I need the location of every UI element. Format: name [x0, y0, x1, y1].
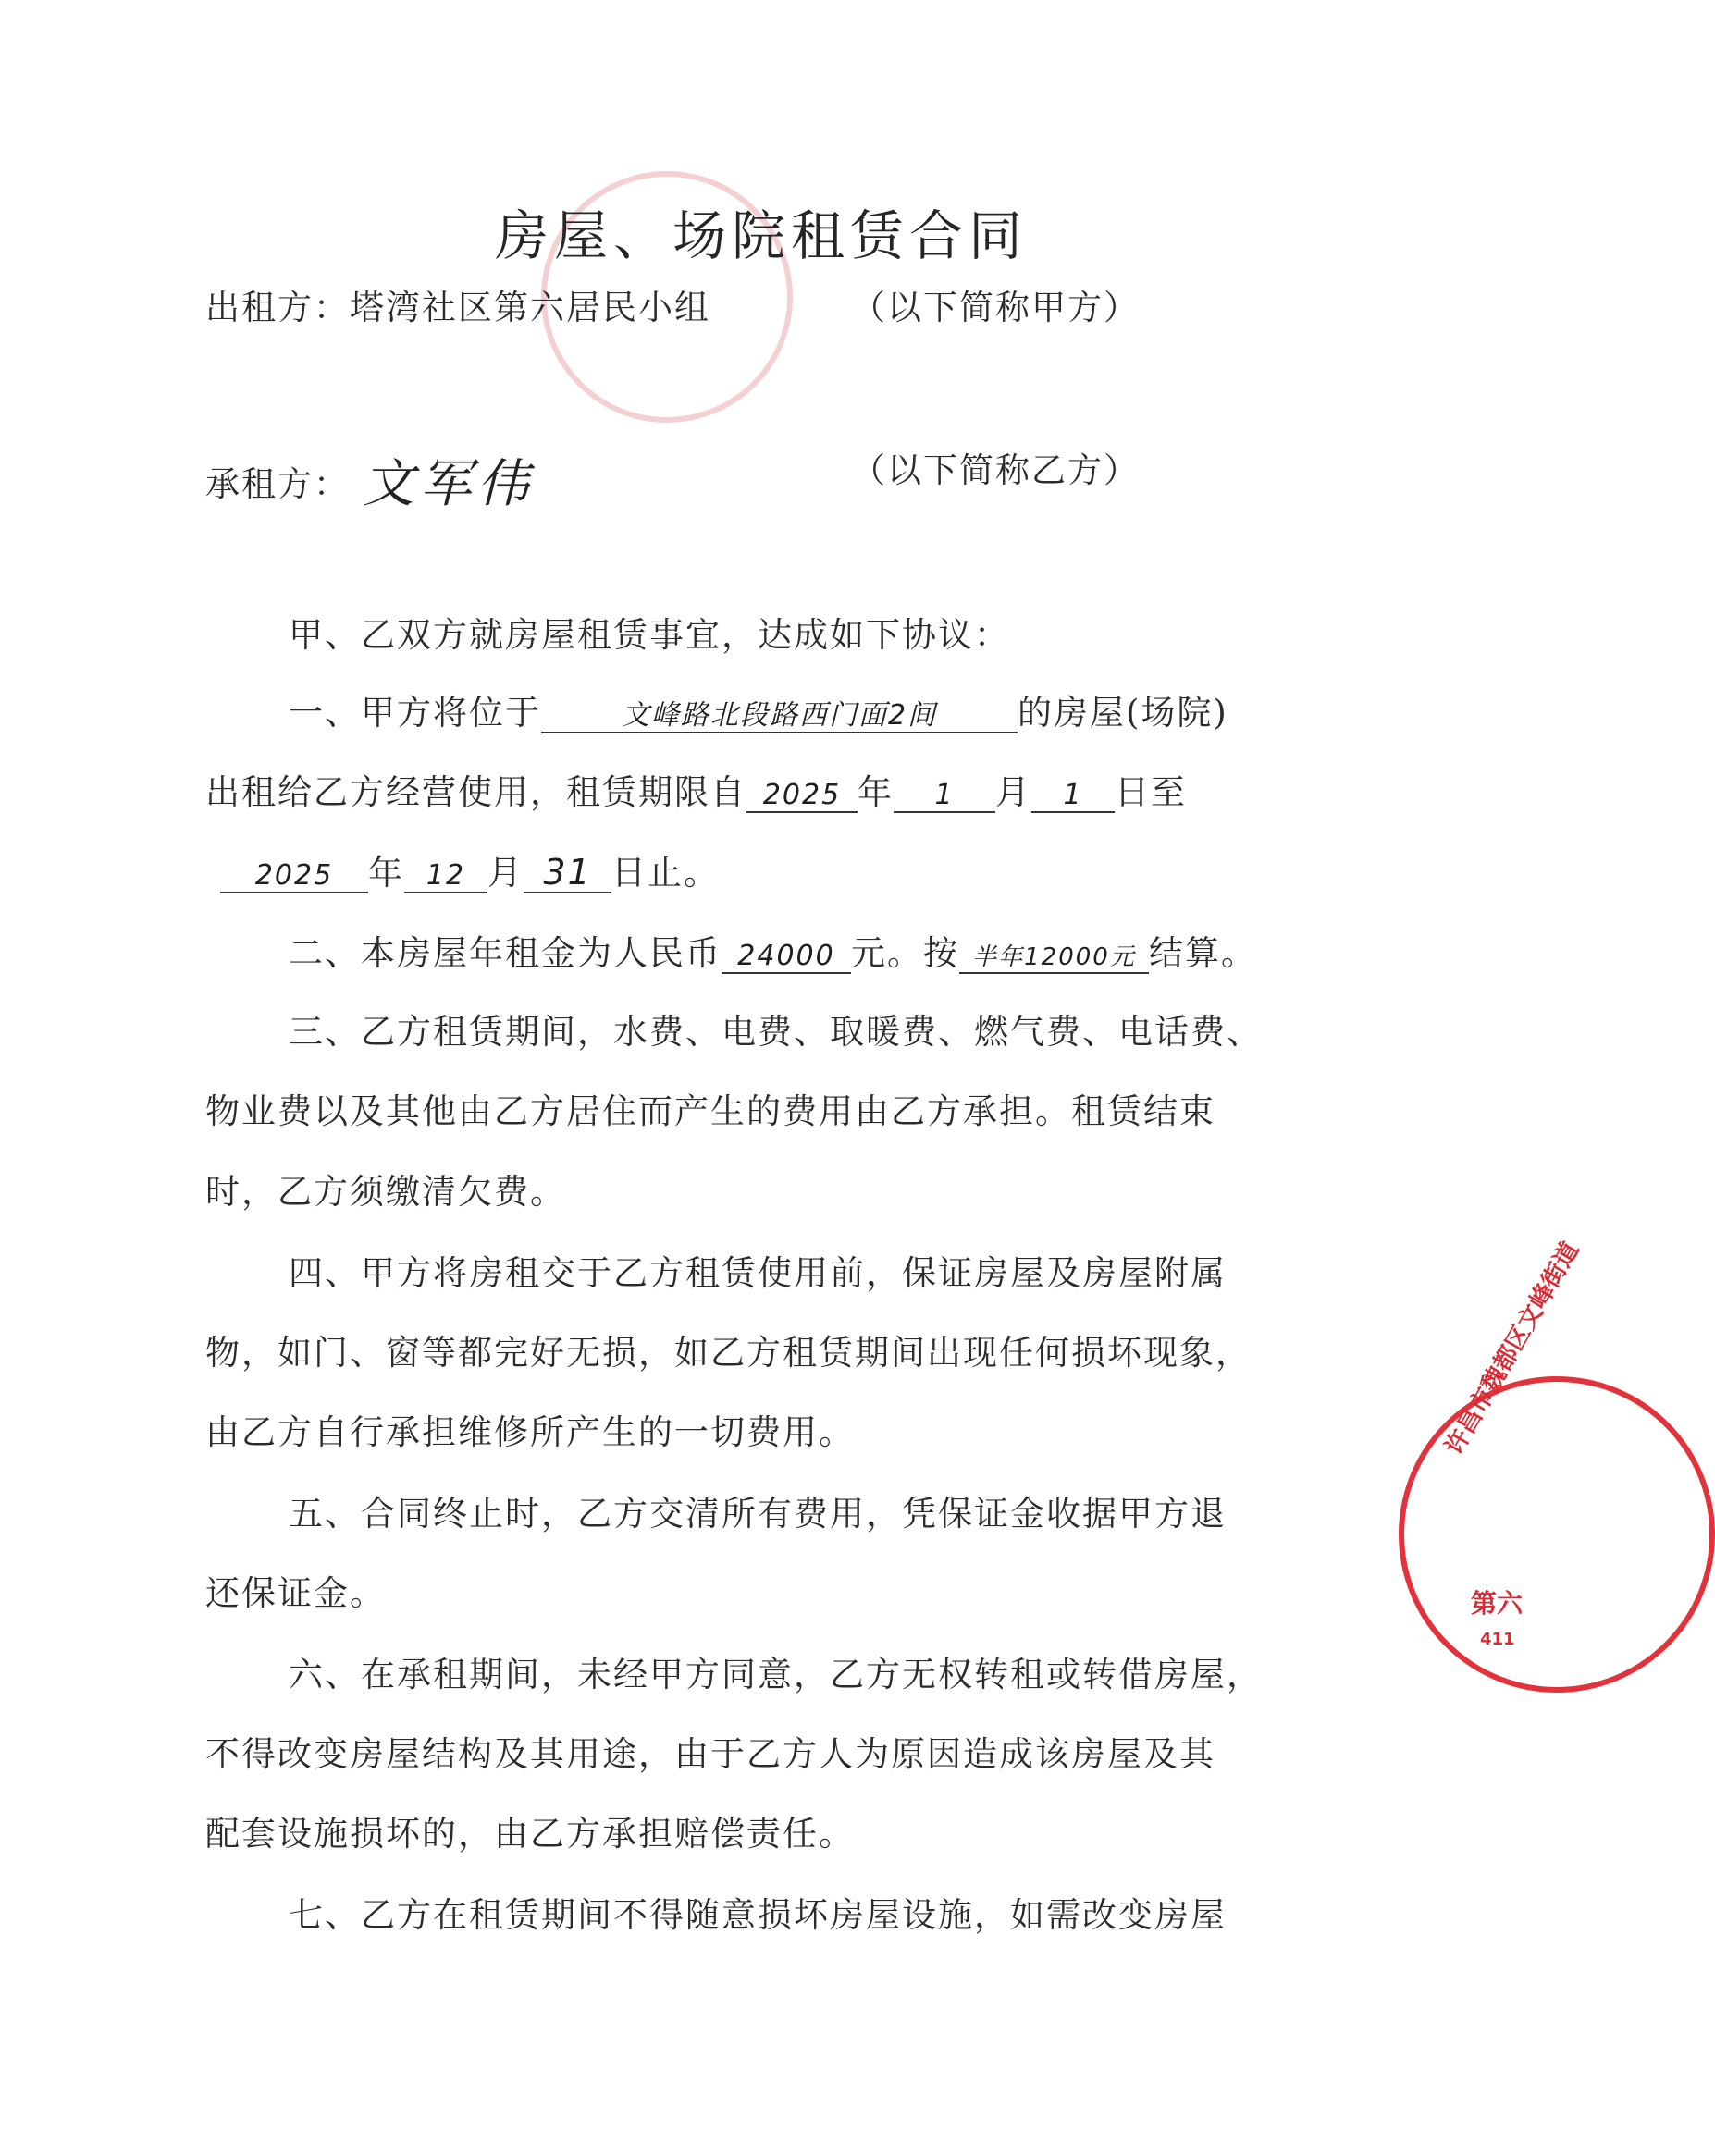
clause1-text-a: 一、甲方将位于: [289, 693, 541, 733]
lessee-line: [205, 453, 535, 514]
start-day-blank: [1031, 775, 1115, 813]
clause3-line3: 时，乙方须缴清欠费。: [205, 1172, 566, 1212]
clause6-line2: 不得改变房屋结构及其用途，由于乙方人为原因造成该房屋及其: [205, 1734, 1215, 1774]
day-to-label: 日至: [1115, 772, 1187, 812]
document-title: 房屋、场院租赁合同: [494, 204, 1028, 267]
start-month-blank: [894, 775, 995, 813]
clause2-text-c: 结算。: [1149, 933, 1257, 973]
start-day-value: 1: [1063, 779, 1083, 811]
end-year-value: 2025: [254, 859, 334, 892]
seal-text: 许昌市魏都区文峰街道: [1440, 1237, 1585, 1460]
lessee-label: 承租方：: [205, 464, 350, 504]
clause6-line3: 配套设施损坏的，由乙方承担赔偿责任。: [205, 1814, 855, 1854]
method-blank: [959, 936, 1149, 974]
seal-code-text: 411: [1480, 1630, 1515, 1649]
clause7-line1: 七、乙方在租赁期间不得随意损坏房屋设施，如需改变房屋: [289, 1895, 1227, 1935]
lessor-alias: （以下简称甲方）: [851, 288, 1140, 327]
lessee-signature: 文军伟: [362, 454, 535, 514]
method-value: 半年12000元: [972, 943, 1136, 971]
end-day-value: 31: [543, 852, 592, 893]
clause4-line3: 由乙方自行承担维修所产生的一切费用。: [205, 1412, 855, 1452]
clause4-line2: 物，如门、窗等都完好无损，如乙方租赁期间出现任何损坏现象，: [205, 1333, 1252, 1373]
clause3-line2: 物业费以及其他由乙方居住而产生的费用由乙方承担。租赁结束: [205, 1091, 1215, 1131]
clause1-line3: [220, 852, 720, 893]
clause1-line1: [289, 693, 1228, 733]
lessor-label: 出租方：: [205, 288, 350, 327]
clause2-text-b: 元。按: [851, 933, 959, 973]
start-month-value: 1: [934, 779, 955, 811]
start-year-blank: [746, 775, 858, 813]
clause2-text-a: 二、本房屋年租金为人民币: [289, 933, 722, 973]
month-label: 月: [995, 772, 1031, 812]
end-label: 日止。: [611, 853, 720, 893]
end-month-label: 月: [487, 853, 524, 893]
end-month-value: 12: [426, 859, 466, 892]
lessor-value: 塔湾社区第六居民小组: [350, 288, 710, 327]
location-value: 文峰路北段路西门面2间: [621, 699, 938, 732]
clause1-line2: [205, 772, 1187, 813]
clause6-line1: 六、在承租期间，未经甲方同意，乙方无权转租或转借房屋，: [289, 1655, 1263, 1694]
start-year-value: 2025: [762, 779, 842, 811]
clause5-line2: 还保证金。: [205, 1573, 386, 1613]
clause1-text-c: 出租给乙方经营使用，租赁期限自: [205, 772, 746, 812]
lessor-line: [205, 290, 710, 325]
amount-blank: [722, 936, 851, 974]
location-blank: [541, 696, 1018, 733]
clause1-text-b: 的房屋(场院): [1018, 693, 1228, 733]
clause5-line1: 五、合同终止时，乙方交清所有费用，凭保证金收据甲方退: [289, 1494, 1227, 1534]
year-label: 年: [858, 772, 894, 812]
intro-text: 甲、乙双方就房屋租赁事宜，达成如下协议：: [289, 615, 1010, 655]
lessee-alias: （以下简称乙方）: [851, 450, 1140, 490]
amount-value: 24000: [737, 940, 835, 972]
clause4-line1: 四、甲方将房租交于乙方租赁使用前，保证房屋及房屋附属: [289, 1253, 1227, 1293]
end-year-label: 年: [368, 853, 404, 893]
seal-sub-text: 第六: [1471, 1588, 1524, 1619]
end-year-blank: [220, 856, 368, 893]
end-day-blank: [524, 852, 611, 893]
clause2-line: [289, 933, 1257, 974]
end-month-blank: [404, 856, 487, 893]
clause3-line1: 三、乙方租赁期间，水费、电费、取暖费、燃气费、电话费、: [289, 1012, 1263, 1052]
